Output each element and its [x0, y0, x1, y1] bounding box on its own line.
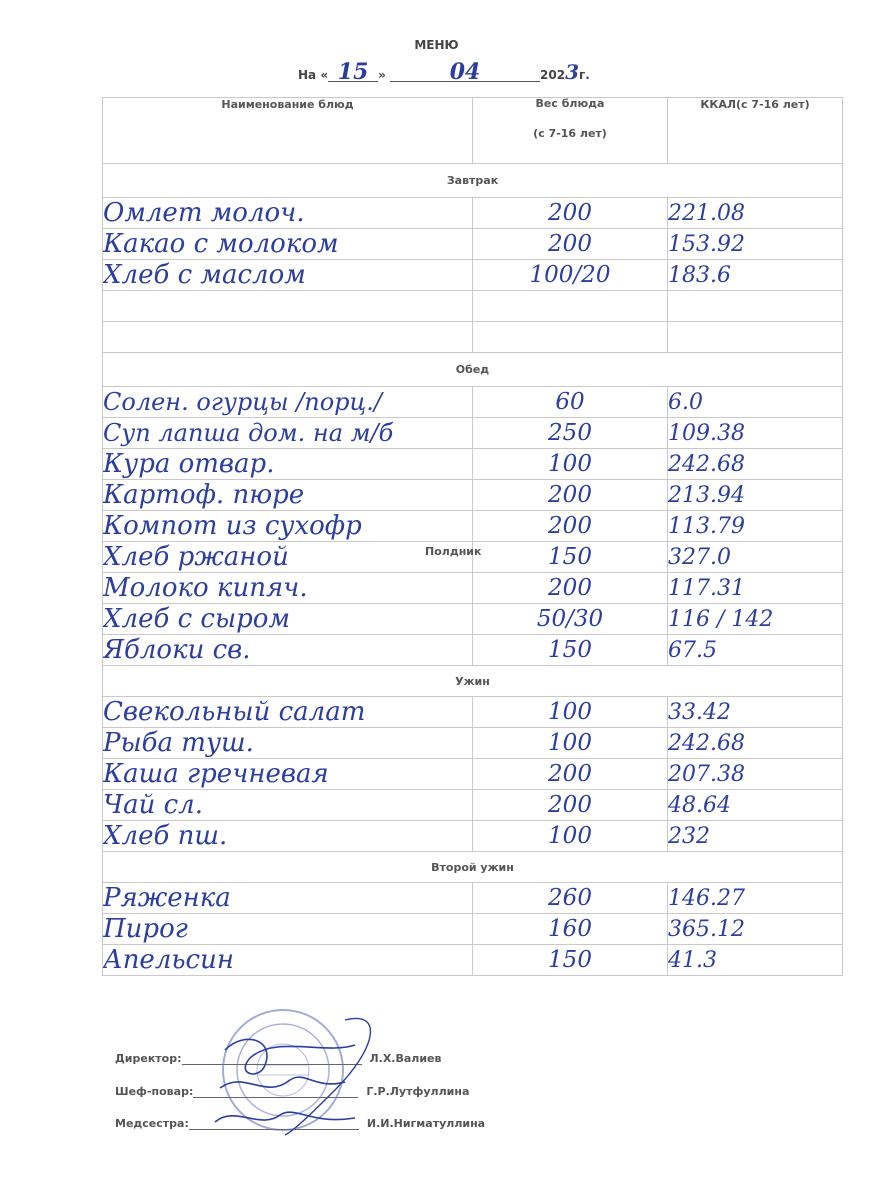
section-title-breakfast: Завтрак — [103, 164, 843, 198]
table-row — [103, 573, 843, 604]
column-header-name: Наименование блюд — [103, 98, 473, 164]
column-header-weight-line2: (с 7-16 лет) — [533, 127, 607, 140]
dish-name: Чай сл. — [103, 790, 473, 821]
dish-kcal: 33.42 — [668, 697, 843, 728]
dish-kcal: 207.38 — [668, 759, 843, 790]
dish-weight: 200 — [473, 511, 668, 542]
dish-name: Хлеб ржаной — [103, 542, 473, 573]
dish-weight: 100/20 — [473, 260, 668, 291]
dish-kcal: 242.68 — [668, 728, 843, 759]
dish-kcal: 6.0 — [668, 387, 843, 418]
dish-weight: 200 — [473, 759, 668, 790]
menu-title: МЕНЮ — [414, 38, 459, 52]
dish-name: Компот из сухофр — [103, 511, 473, 542]
dish-weight: 160 — [473, 914, 668, 945]
dish-kcal: 41.3 — [668, 945, 843, 976]
dish-kcal: 242.68 — [668, 449, 843, 480]
bread-weight: 150 — [548, 544, 592, 570]
dish-name: Каша гречневая — [103, 759, 473, 790]
date-prefix: На « — [298, 68, 329, 82]
nurse-name: И.И.Нигматуллина — [366, 1117, 486, 1130]
table-row — [103, 759, 843, 790]
dish-kcal: 183.6 — [668, 260, 843, 291]
dish-kcal: 113.79 — [668, 511, 843, 542]
date-month-blank — [390, 59, 540, 85]
dish-name: Молоко кипяч. — [103, 573, 473, 604]
dish-name: Солен. огурцы /порц./ — [103, 387, 473, 418]
table-row — [103, 480, 843, 511]
table-row-empty — [103, 322, 843, 353]
signatures-icon — [205, 1010, 405, 1150]
section-row-dinner — [103, 666, 843, 697]
dish-kcal: 327.0 — [668, 542, 843, 573]
table-row-empty — [103, 291, 843, 322]
table-row — [103, 604, 843, 635]
date-day-blank — [328, 59, 378, 85]
director-label: Директор: — [115, 1052, 182, 1065]
dish-weight: 100 — [473, 449, 668, 480]
dish-kcal: 232 — [668, 821, 843, 852]
section-title-lunch: Обед — [103, 353, 843, 387]
table-row — [103, 914, 843, 945]
dish-kcal: 365.12 — [668, 914, 843, 945]
dish-weight: 200 — [473, 198, 668, 229]
table-row — [103, 260, 843, 291]
dish-weight: 100 — [473, 821, 668, 852]
dish-weight: 100 — [473, 728, 668, 759]
dish-kcal: 67.5 — [668, 635, 843, 666]
table-row — [103, 945, 843, 976]
dish-kcal: 116 / 142 — [668, 604, 843, 635]
dish-name: Хлеб с маслом — [103, 260, 473, 291]
dish-kcal: 146.27 — [668, 883, 843, 914]
column-header-weight — [473, 98, 668, 164]
section-row-second-dinner — [103, 852, 843, 883]
date-mid: » — [378, 68, 386, 82]
dish-weight: 150 — [473, 945, 668, 976]
table-row — [103, 198, 843, 229]
dish-name: Апельсин — [103, 945, 473, 976]
dish-name: Суп лапша дом. на м/б — [103, 418, 473, 449]
dish-name: Ряженка — [103, 883, 473, 914]
dish-weight: 250 — [473, 418, 668, 449]
section-title-second-dinner: Второй ужин — [103, 852, 843, 883]
date-day: 15 — [337, 59, 369, 85]
dish-name: Хлеб с сыром — [103, 604, 473, 635]
dish-weight: 60 — [473, 387, 668, 418]
section-title-snack: Полдник — [425, 545, 482, 558]
dish-name: Свекольный салат — [103, 697, 473, 728]
chef-name: Г.Р.Лутфуллина — [366, 1085, 470, 1098]
section-title-dinner: Ужин — [103, 666, 843, 697]
dish-kcal: 117.31 — [668, 573, 843, 604]
dish-kcal: 48.64 — [668, 790, 843, 821]
menu-table — [102, 97, 843, 976]
section-row-snack — [103, 542, 843, 573]
dish-name: Кура отвар. — [103, 449, 473, 480]
dish-name: Омлет молоч. — [103, 198, 473, 229]
dish-weight: 200 — [473, 229, 668, 260]
section-row-lunch — [103, 353, 843, 387]
table-row — [103, 418, 843, 449]
nurse-label: Медсестра: — [115, 1117, 189, 1130]
dish-weight: 100 — [473, 697, 668, 728]
table-header-row — [103, 98, 843, 164]
director-name: Л.Х.Валиев — [369, 1052, 442, 1065]
section-row-breakfast — [103, 164, 843, 198]
table-row — [103, 883, 843, 914]
table-row — [103, 790, 843, 821]
table-row — [103, 728, 843, 759]
column-header-weight-line1: Вес блюда — [535, 97, 605, 110]
dish-kcal: 221.08 — [668, 198, 843, 229]
date-year-hand: 3 — [565, 60, 580, 84]
chef-label: Шеф-повар: — [115, 1085, 194, 1098]
dish-name: Какао с молоком — [103, 229, 473, 260]
date-line — [298, 59, 590, 85]
dish-name: Пирог — [103, 914, 473, 945]
dish-weight: 260 — [473, 883, 668, 914]
dish-name: Рыба туш. — [103, 728, 473, 759]
dish-weight: 200 — [473, 790, 668, 821]
table-row — [103, 229, 843, 260]
table-row — [103, 821, 843, 852]
dish-name: Картоф. пюре — [103, 480, 473, 511]
dish-kcal: 109.38 — [668, 418, 843, 449]
table-row — [103, 635, 843, 666]
dish-weight: 50/30 — [473, 604, 668, 635]
dish-kcal: 153.92 — [668, 229, 843, 260]
dish-weight: 200 — [473, 480, 668, 511]
date-year-print: 202 — [540, 68, 566, 82]
dish-name: Яблоки св. — [103, 635, 473, 666]
dish-weight: 200 — [473, 573, 668, 604]
table-row — [103, 697, 843, 728]
date-month: 04 — [449, 59, 481, 85]
table-row — [103, 449, 843, 480]
column-header-kcal: ККАЛ(с 7-16 лет) — [668, 98, 843, 164]
dish-weight — [425, 542, 668, 573]
dish-name: Хлеб пш. — [103, 821, 473, 852]
dish-kcal: 213.94 — [668, 480, 843, 511]
table-row — [103, 511, 843, 542]
date-year-suffix: г. — [579, 68, 590, 82]
table-row — [103, 387, 843, 418]
dish-weight: 150 — [473, 635, 668, 666]
